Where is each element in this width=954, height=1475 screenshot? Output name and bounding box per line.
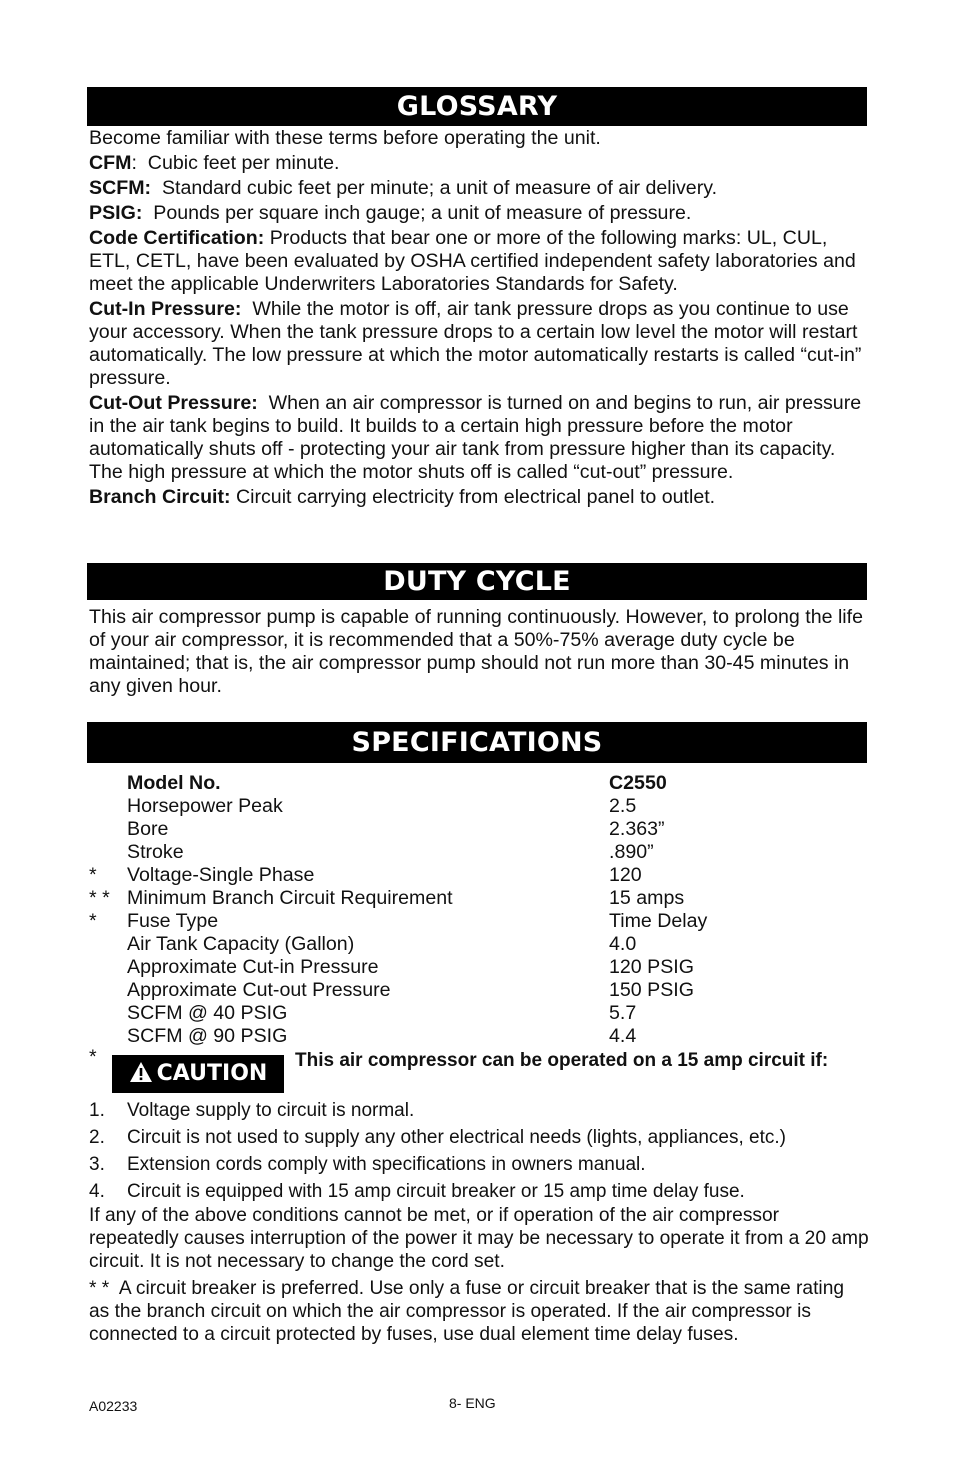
spec-label: SCFM @ 90 PSIG bbox=[127, 1025, 288, 1047]
spec-row bbox=[89, 795, 869, 818]
glossary-entry-branch-circuit bbox=[89, 486, 869, 509]
list-item bbox=[89, 1152, 869, 1179]
spec-label: Horsepower Peak bbox=[127, 795, 283, 817]
glossary-entry-psig bbox=[89, 202, 869, 225]
spec-value: 120 bbox=[609, 864, 642, 886]
list-item bbox=[89, 1179, 869, 1206]
spec-value: 2.363” bbox=[609, 818, 665, 840]
spec-value: 5.7 bbox=[609, 1002, 637, 1024]
list-number: 1. bbox=[89, 1100, 105, 1121]
spec-row bbox=[89, 841, 869, 864]
list-item bbox=[89, 1098, 869, 1125]
specifications-heading: SPECIFICATIONS bbox=[87, 722, 867, 763]
caution-message: This air compressor can be operated on a 15 amp circuit if: bbox=[295, 1050, 829, 1071]
list-text: Circuit is equipped with 15 amp circuit breaker or 15 amp time delay fuse. bbox=[127, 1181, 745, 1202]
circuit-conditions-list bbox=[89, 1098, 869, 1206]
list-number: 3. bbox=[89, 1154, 105, 1175]
spec-row bbox=[89, 910, 869, 933]
breaker-note: * * A circuit breaker is preferred. Use only a fuse or circuit breaker that is the same rating as the branch circuit on which the air compressor is operated. If the air compressor is connected to a circuit protected by fuses, use dual element time delay fuses. bbox=[89, 1278, 850, 1345]
list-number: 4. bbox=[89, 1181, 105, 1202]
caution-badge bbox=[112, 1055, 284, 1093]
glossary-definition: When an air compressor is turned on and begins to run, air pressure in the air tank begins to build. It builds to a certain high pressure before the motor automatically shuts off - protecting your air tank from pressure higher than its capacity. The high pressure at which the motor shuts off is called “cut-out” pressure. bbox=[89, 392, 862, 483]
list-text: Voltage supply to circuit is normal. bbox=[127, 1100, 415, 1121]
glossary-term: PSIG: bbox=[89, 202, 143, 224]
spec-row bbox=[89, 887, 869, 910]
glossary-entry-cut-out-pressure bbox=[89, 392, 869, 484]
spec-label: Approximate Cut-out Pressure bbox=[127, 979, 391, 1001]
spec-mark: * bbox=[89, 910, 97, 932]
list-number: 2. bbox=[89, 1127, 105, 1148]
spec-mark: * bbox=[89, 864, 97, 886]
glossary-entry-code-certification bbox=[89, 227, 869, 296]
document-code: A02233 bbox=[89, 1398, 138, 1414]
duty-cycle-text: This air compressor pump is capable of running continuously. However, to prolong the life of your air compressor, it is recommended that a 50%-75% average duty cycle be maintained; that is, the air compressor pump should not run more than 30-45 minutes in any given hour. bbox=[89, 606, 863, 697]
spec-header-label: Model No. bbox=[127, 772, 221, 794]
glossary-definition: Cubic feet per minute. bbox=[147, 152, 340, 174]
spec-label: Voltage-Single Phase bbox=[127, 864, 315, 886]
spec-value: 150 PSIG bbox=[609, 979, 694, 1001]
spec-label: SCFM @ 40 PSIG bbox=[127, 1002, 288, 1024]
specifications-table bbox=[89, 772, 869, 1048]
caution-label: CAUTION bbox=[156, 1061, 268, 1086]
glossary-section bbox=[89, 127, 869, 511]
duty-cycle-heading: DUTY CYCLE bbox=[87, 563, 867, 600]
glossary-definition: Standard cubic feet per minute; a unit of measure of air delivery. bbox=[161, 177, 718, 199]
caution-asterisk: * bbox=[89, 1046, 97, 1068]
spec-value: Time Delay bbox=[609, 910, 708, 932]
spec-row bbox=[89, 818, 869, 841]
spec-mark: * * bbox=[89, 887, 110, 909]
spec-value: 120 PSIG bbox=[609, 956, 694, 978]
spec-value: .890” bbox=[609, 841, 654, 863]
glossary-term: Code Certification: bbox=[89, 227, 265, 249]
spec-row bbox=[89, 864, 869, 887]
glossary-definition: While the motor is off, air tank pressure drops as you continue to use your accessory. When the tank pressure drops to a certain low level the motor will restart automatically. The low pressure at which the motor automatically restarts is called “cut-in” pressure. bbox=[89, 298, 862, 389]
glossary-term: CFM bbox=[89, 152, 132, 174]
glossary-definition: Pounds per square inch gauge; a unit of measure of pressure. bbox=[153, 202, 692, 224]
glossary-term: SCFM: bbox=[89, 177, 152, 199]
spec-label: Approximate Cut-in Pressure bbox=[127, 956, 379, 978]
glossary-term: Cut-Out Pressure: bbox=[89, 392, 258, 414]
list-text: Circuit is not used to supply any other electrical needs (lights, appliances, etc.) bbox=[127, 1127, 786, 1148]
glossary-entry-cut-in-pressure bbox=[89, 298, 869, 390]
spec-row bbox=[89, 933, 869, 956]
spec-value: 4.0 bbox=[609, 933, 637, 955]
glossary-term: Branch Circuit: bbox=[89, 486, 231, 508]
spec-value: 4.4 bbox=[609, 1025, 637, 1047]
warning-triangle-icon bbox=[129, 1061, 153, 1083]
glossary-entry-scfm bbox=[89, 177, 869, 200]
spec-value: 2.5 bbox=[609, 795, 637, 817]
spec-row bbox=[89, 1002, 869, 1025]
spec-label: Air Tank Capacity (Gallon) bbox=[127, 933, 355, 955]
spec-value: 15 amps bbox=[609, 887, 685, 909]
glossary-entry-cfm: CFM: Cubic feet per minute. bbox=[89, 152, 340, 174]
list-text: Extension cords comply with specifications in owners manual. bbox=[127, 1154, 646, 1175]
spec-label: Fuse Type bbox=[127, 910, 219, 932]
circuit-note: If any of the above conditions cannot be met, or if operation of the air compressor repeatedly causes interruption of the power it may be necessary to operate it from a 20 amp circuit. It is not necessary to change the cord set. bbox=[89, 1205, 869, 1272]
spec-label: Stroke bbox=[127, 841, 184, 863]
duty-cycle-section bbox=[89, 606, 869, 698]
list-item bbox=[89, 1125, 869, 1152]
glossary-term: Cut-In Pressure: bbox=[89, 298, 242, 320]
glossary-heading: GLOSSARY bbox=[87, 87, 867, 126]
glossary-definition: Products that bear one or more of the following marks: UL, CUL, ETL, CETL, have been evaluated by OSHA certified independent safety laboratories and meet the applicable Underwriters Laboratories Standards for Safety. bbox=[89, 227, 856, 295]
spec-row bbox=[89, 1025, 869, 1048]
glossary-definition: Circuit carrying electricity from electrical panel to outlet. bbox=[235, 486, 716, 508]
spec-header-value: C2550 bbox=[609, 772, 667, 794]
spec-header-row bbox=[89, 772, 869, 795]
spec-label: Minimum Branch Circuit Requirement bbox=[127, 887, 453, 909]
spec-label: Bore bbox=[127, 818, 169, 840]
page-number: 8- ENG bbox=[449, 1395, 496, 1411]
spec-row bbox=[89, 956, 869, 979]
spec-row bbox=[89, 979, 869, 1002]
glossary-intro: Become familiar with these terms before operating the unit. bbox=[89, 127, 601, 149]
